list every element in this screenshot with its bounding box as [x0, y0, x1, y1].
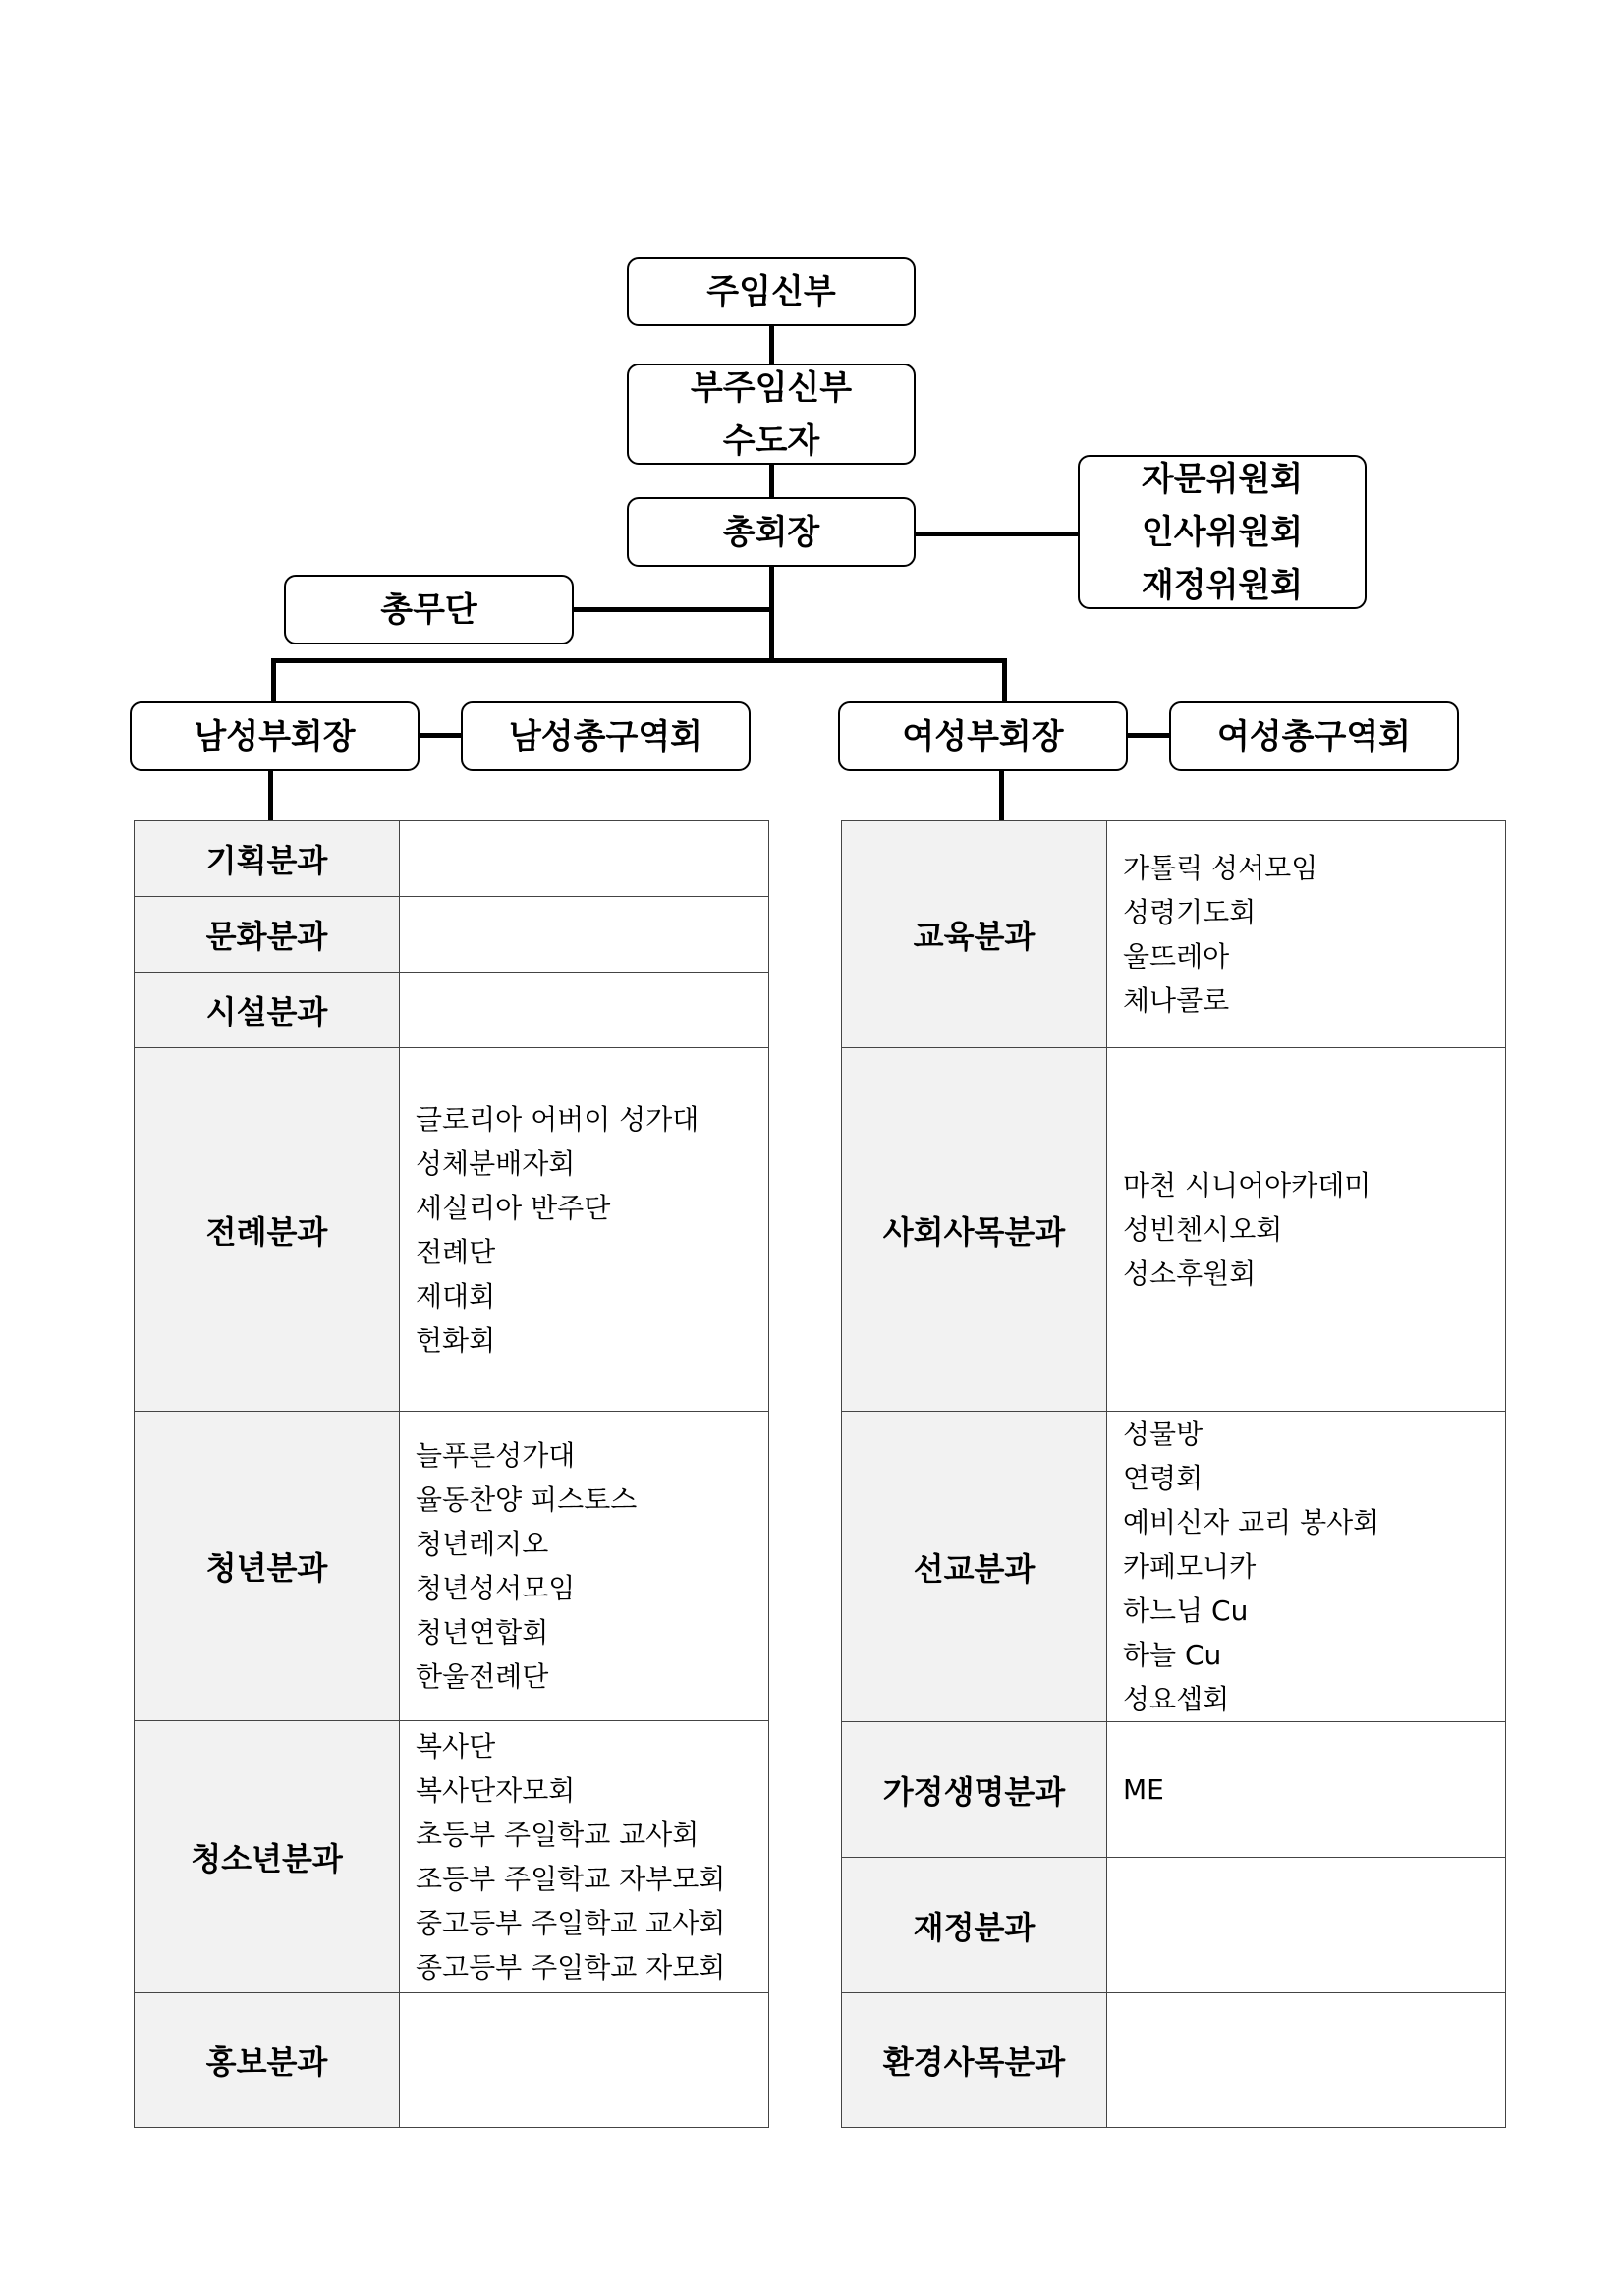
dept-label: 청년분과 [135, 1412, 400, 1721]
dept-label: 전례분과 [135, 1048, 400, 1412]
president-box [627, 497, 916, 567]
men-district-box [461, 701, 751, 771]
connector-assistant-president [769, 464, 774, 498]
dept-items [1107, 1722, 1506, 1858]
table-row [842, 1858, 1506, 1993]
assistant-pastor-label: 부주임신부 [690, 367, 853, 408]
list-item: 성요셉회 [1123, 1683, 1230, 1715]
dept-items [1107, 821, 1506, 1048]
list-item: 전례단 [416, 1235, 496, 1268]
list-item: 가톨릭 성서모임 [1123, 852, 1318, 884]
dept-label: 사회사목분과 [842, 1048, 1107, 1412]
table-row [842, 821, 1506, 1048]
advisory-committee-label: 자문위원회 [1141, 459, 1304, 499]
dept-label: 가정생명분과 [842, 1722, 1107, 1858]
dept-label: 교육분과 [842, 821, 1107, 1048]
general-affairs-label: 총무단 [380, 589, 477, 630]
list-item: 성물방 [1123, 1418, 1204, 1450]
dept-label: 환경사목분과 [842, 1993, 1107, 2128]
list-item: 글로리아 어버이 성가대 [416, 1102, 700, 1136]
president-label: 총회장 [722, 512, 820, 552]
list-item: 연령회 [1123, 1462, 1204, 1494]
dept-label: 기획분과 [135, 821, 400, 897]
women-departments-table [841, 820, 1506, 2128]
dept-label: 시설분과 [135, 973, 400, 1048]
list-item: 체나콜로 [1123, 984, 1230, 1017]
connector-pastor-assistant [769, 325, 774, 364]
connector-president-committees [916, 532, 1079, 536]
list-item: 복사단자모회 [416, 1774, 576, 1807]
list-item: 율동찬양 피스토스 [416, 1483, 638, 1516]
table-row [842, 1993, 1506, 2128]
list-item: 청년연합회 [416, 1616, 549, 1649]
dept-items [1107, 1858, 1506, 1993]
connector-women-drop [1002, 658, 1007, 704]
list-item: 성소후원회 [1123, 1258, 1257, 1290]
pastor-box [627, 257, 916, 326]
connector-men-district [419, 733, 462, 738]
dept-items [400, 821, 769, 897]
table-row [135, 973, 769, 1048]
list-item: ME [1123, 1773, 1164, 1806]
dept-items [1107, 1412, 1506, 1722]
list-item: 예비신자 교리 봉사회 [1123, 1506, 1380, 1539]
list-item: 늘푸른성가대 [416, 1439, 576, 1472]
list-item: 울뜨레아 [1123, 940, 1230, 973]
dept-items [400, 1048, 769, 1412]
table-row [135, 1048, 769, 1412]
dept-items [400, 1412, 769, 1721]
women-vp-label: 여성부회장 [902, 716, 1064, 756]
connector-women-table [999, 770, 1004, 821]
dept-items [1107, 1993, 1506, 2128]
women-vp-box [838, 701, 1128, 771]
personnel-committee-label: 인사위원회 [1141, 512, 1304, 552]
connector-women-district [1127, 733, 1170, 738]
dept-items [400, 897, 769, 973]
table-row [842, 1412, 1506, 1722]
finance-committee-label: 재정위원회 [1141, 565, 1304, 605]
women-district-box [1169, 701, 1459, 771]
assistant-box [627, 364, 916, 465]
dept-label: 문화분과 [135, 897, 400, 973]
dept-items [400, 1721, 769, 1993]
dept-label: 재정분과 [842, 1858, 1107, 1993]
general-affairs-box [284, 575, 574, 644]
list-item: 성령기도회 [1123, 896, 1257, 928]
table-row [842, 1048, 1506, 1412]
list-item: 청년성서모임 [416, 1572, 576, 1604]
dept-items [1107, 1048, 1506, 1412]
list-item: 중고등부 주일학교 교사회 [416, 1907, 726, 1939]
table-row [135, 897, 769, 973]
connector-general-affairs [573, 607, 772, 612]
list-item: 세실리아 반주단 [416, 1191, 611, 1224]
list-item: 제대회 [416, 1279, 496, 1313]
men-district-label: 남성총구역회 [508, 716, 703, 756]
dept-label: 청소년분과 [135, 1721, 400, 1993]
list-item: 청년레지오 [416, 1528, 549, 1560]
list-item: 성체분배자회 [416, 1147, 576, 1180]
list-item: 한울전례단 [416, 1660, 549, 1693]
list-item: 하늘 Cu [1123, 1639, 1222, 1671]
dept-label: 홍보분과 [135, 1993, 400, 2128]
table-row [135, 821, 769, 897]
women-district-label: 여성총구역회 [1216, 716, 1412, 756]
connector-horizontal-branch [271, 658, 1007, 663]
list-item: 마천 시니어아카데미 [1123, 1169, 1372, 1202]
table-row [842, 1722, 1506, 1858]
dept-items [400, 1993, 769, 2128]
men-vp-box [130, 701, 420, 771]
list-item: 카페모니카 [1123, 1550, 1257, 1583]
committees-box [1078, 455, 1367, 609]
list-item: 초등부 주일학교 교사회 [416, 1819, 700, 1851]
list-item: 복사단 [416, 1730, 496, 1763]
table-row [135, 1721, 769, 1993]
dept-label: 선교분과 [842, 1412, 1107, 1722]
religious-label: 수도자 [722, 420, 820, 461]
dept-items [400, 973, 769, 1048]
connector-men-drop [271, 658, 276, 704]
table-row [135, 1993, 769, 2128]
connector-president-trunk [769, 566, 774, 661]
list-item: 성빈첸시오회 [1123, 1213, 1283, 1246]
list-item: 조등부 주일학교 자부모회 [416, 1863, 726, 1895]
connector-men-table [268, 770, 273, 821]
men-departments-table [134, 820, 769, 2128]
men-vp-label: 남성부회장 [194, 716, 356, 756]
list-item: 하느님 Cu [1123, 1595, 1249, 1627]
table-row [135, 1412, 769, 1721]
list-item: 종고등부 주일학교 자모회 [416, 1951, 726, 1984]
pastor-label: 주임신부 [706, 272, 836, 311]
list-item: 헌화회 [416, 1323, 496, 1357]
